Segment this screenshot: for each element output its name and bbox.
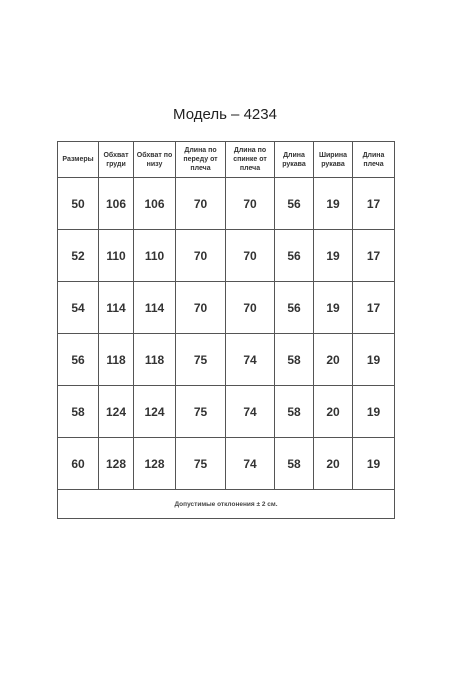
table-cell: 70 (226, 178, 275, 230)
table-cell: 58 (275, 386, 314, 438)
footnote-row (58, 490, 395, 519)
page-title: Модель – 4234 (173, 106, 277, 123)
header-hem: Обхват по низу (134, 142, 176, 178)
table-cell: 17 (353, 282, 395, 334)
table-cell: 124 (134, 386, 176, 438)
table-cell: 124 (99, 386, 134, 438)
table-cell: 110 (99, 230, 134, 282)
tolerance-note: Допустимые отклонения ± 2 см. (58, 490, 395, 519)
table-row (58, 438, 395, 490)
table-cell: 52 (58, 230, 99, 282)
table-cell: 114 (99, 282, 134, 334)
table-cell: 60 (58, 438, 99, 490)
table-cell: 128 (99, 438, 134, 490)
table-cell: 75 (176, 438, 226, 490)
table-cell: 75 (176, 334, 226, 386)
header-front-length: Длина по переду от плеча (176, 142, 226, 178)
header-sleeve-length: Длина рукава (275, 142, 314, 178)
table-cell: 17 (353, 230, 395, 282)
table-cell: 74 (226, 386, 275, 438)
table-row (58, 386, 395, 438)
table-cell: 74 (226, 334, 275, 386)
table-cell: 74 (226, 438, 275, 490)
table-cell: 70 (226, 230, 275, 282)
size-table (57, 141, 395, 519)
table-cell: 70 (226, 282, 275, 334)
table-cell: 106 (99, 178, 134, 230)
table-cell: 58 (275, 438, 314, 490)
header-chest: Обхват груди (99, 142, 134, 178)
table-cell: 114 (134, 282, 176, 334)
header-sleeve-width: Ширина рукава (314, 142, 353, 178)
table-row (58, 178, 395, 230)
table-cell: 128 (134, 438, 176, 490)
table-cell: 56 (275, 282, 314, 334)
table-cell: 70 (176, 230, 226, 282)
table-cell: 118 (99, 334, 134, 386)
table-row (58, 230, 395, 282)
table-cell: 118 (134, 334, 176, 386)
header-shoulder-length: Длина плеча (353, 142, 395, 178)
table-cell: 56 (275, 178, 314, 230)
table-cell: 58 (275, 334, 314, 386)
table-cell: 19 (314, 230, 353, 282)
table-cell: 20 (314, 386, 353, 438)
table-cell: 70 (176, 282, 226, 334)
header-back-length: Длина по спинке от плеча (226, 142, 275, 178)
table-cell: 70 (176, 178, 226, 230)
table-header-row (58, 142, 395, 178)
table-cell: 75 (176, 386, 226, 438)
table-cell: 19 (353, 386, 395, 438)
table-cell: 19 (353, 438, 395, 490)
table-cell: 19 (314, 178, 353, 230)
table-cell: 58 (58, 386, 99, 438)
table-cell: 56 (58, 334, 99, 386)
table-cell: 106 (134, 178, 176, 230)
table-cell: 17 (353, 178, 395, 230)
table-cell: 110 (134, 230, 176, 282)
table-cell: 50 (58, 178, 99, 230)
table-cell: 19 (314, 282, 353, 334)
table-row (58, 334, 395, 386)
header-size: Размеры (58, 142, 99, 178)
table-cell: 20 (314, 438, 353, 490)
table-cell: 54 (58, 282, 99, 334)
table-cell: 19 (353, 334, 395, 386)
table-row (58, 282, 395, 334)
table-cell: 56 (275, 230, 314, 282)
table-cell: 20 (314, 334, 353, 386)
